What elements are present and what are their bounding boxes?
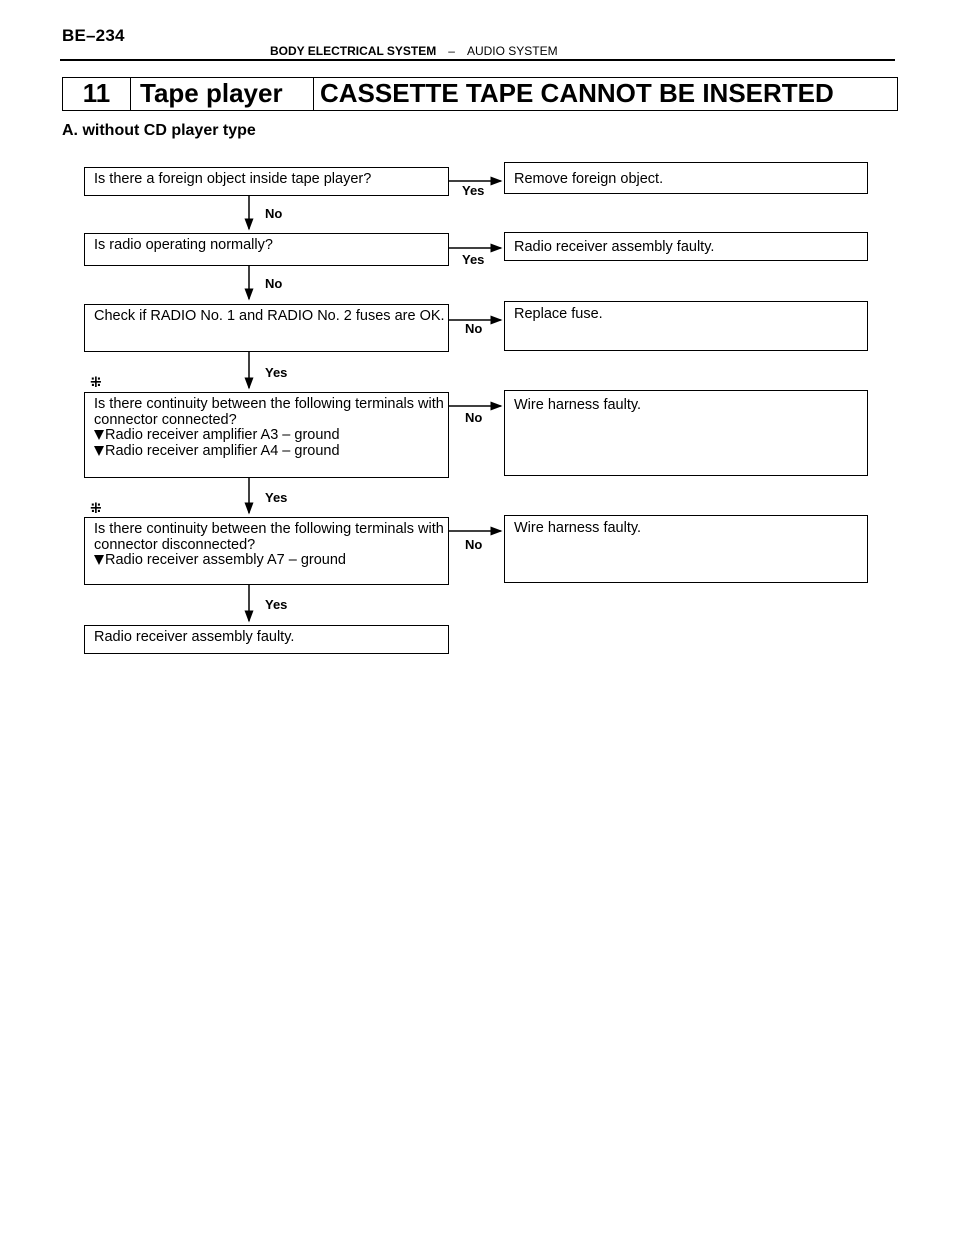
problem-number: 11 xyxy=(63,78,131,110)
question-text: Is there continuity between the following terminals with connector disconnected? xyxy=(94,521,444,553)
question-continuity-connected xyxy=(84,392,449,478)
no-label: No xyxy=(465,410,483,425)
result-radio-faulty: Radio receiver assembly faulty. xyxy=(504,232,868,261)
triangle-bullet-icon xyxy=(94,446,104,456)
section-title: AUDIO SYSTEM xyxy=(466,44,558,58)
marker-symbol: ⁜ xyxy=(90,500,102,516)
triangle-bullet-icon xyxy=(94,430,104,440)
yes-label: Yes xyxy=(462,252,485,267)
no-label: No xyxy=(465,537,483,552)
yes-label: Yes xyxy=(265,490,288,505)
no-label: No xyxy=(265,206,283,221)
component-title: Tape player xyxy=(131,78,314,110)
page-number: BE–234 xyxy=(62,26,125,45)
marker-symbol: ⁜ xyxy=(90,374,102,390)
terminal-item: Radio receiver amplifier A3 – ground xyxy=(94,428,448,444)
no-label: No xyxy=(265,276,283,291)
result-replace-fuse: Replace fuse. xyxy=(504,301,868,351)
triangle-bullet-icon xyxy=(94,555,104,565)
header-separator: – xyxy=(448,44,455,58)
terminal-item: Radio receiver assembly A7 – ground xyxy=(94,553,448,569)
result-wire-harness: Wire harness faulty. xyxy=(504,390,868,476)
system-title: BODY ELECTRICAL SYSTEM xyxy=(270,44,437,58)
question-text: Is there continuity between the following terminals with connector connected? xyxy=(94,396,444,428)
subtitle: A. without CD player type xyxy=(62,122,256,139)
result-remove-object: Remove foreign object. xyxy=(504,162,868,194)
terminal-item: Radio receiver amplifier A4 – ground xyxy=(94,444,448,460)
yes-label: Yes xyxy=(265,365,288,380)
yes-label: Yes xyxy=(265,597,288,612)
question-foreign-object: Is there a foreign object inside tape player? xyxy=(84,167,449,196)
question-radio-normal: Is radio operating normally? xyxy=(84,233,449,266)
result-final: Radio receiver assembly faulty. xyxy=(84,625,449,654)
no-label: No xyxy=(465,321,483,336)
result-wire-harness: Wire harness faulty. xyxy=(504,515,868,583)
question-continuity-disconnected xyxy=(84,517,449,585)
yes-label: Yes xyxy=(462,183,485,198)
symptom-title: CASSETTE TAPE CANNOT BE INSERTED xyxy=(320,78,834,108)
question-fuses: Check if RADIO No. 1 and RADIO No. 2 fuses are OK. xyxy=(84,304,449,352)
